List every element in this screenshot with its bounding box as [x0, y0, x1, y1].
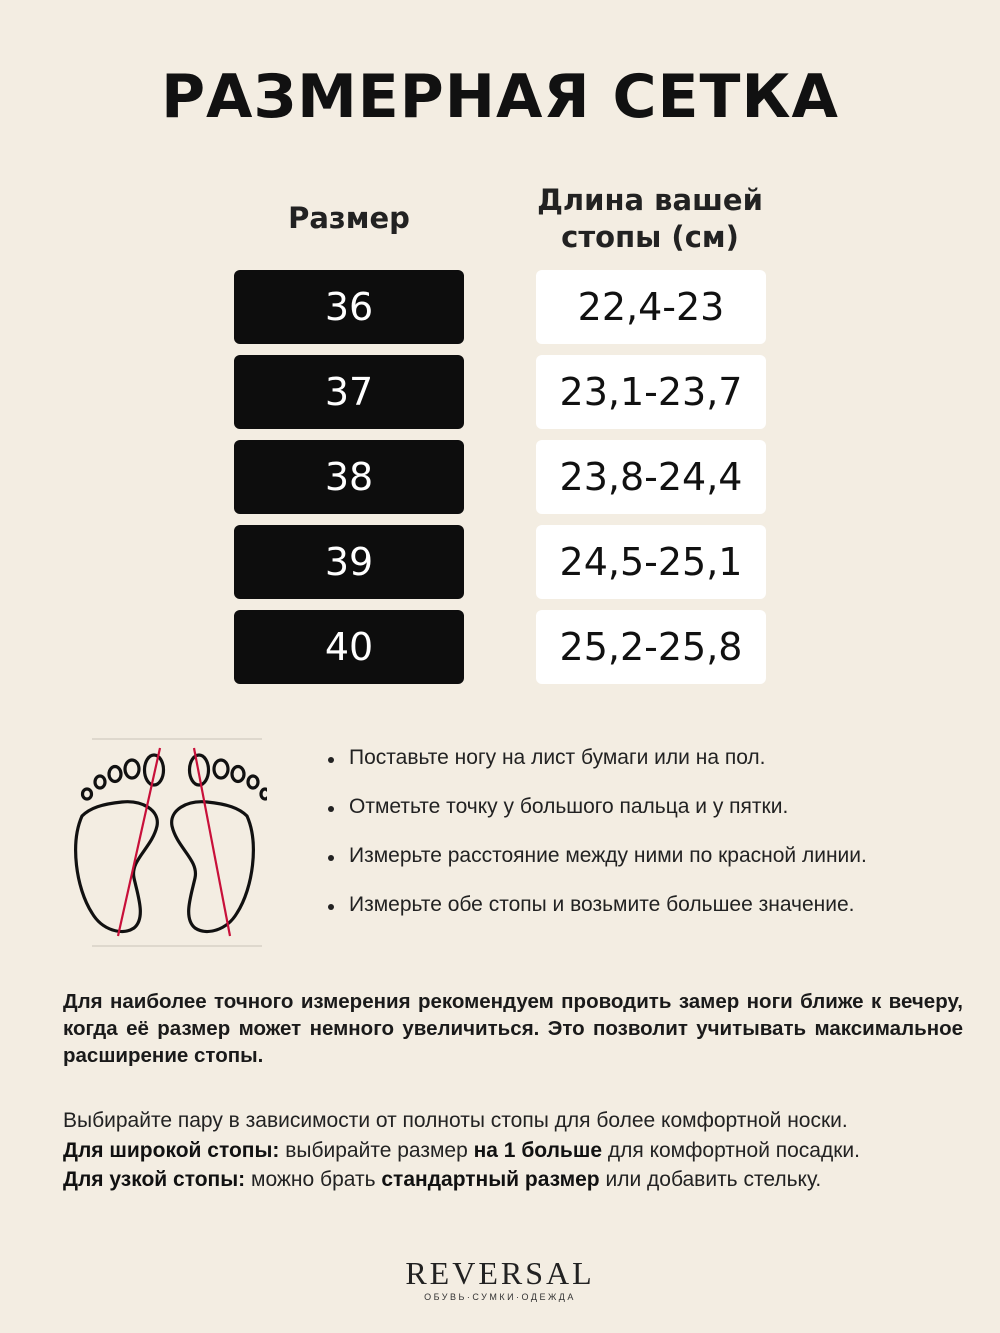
feet-measure-icon — [62, 738, 267, 948]
length-cell: 23,8-24,4 — [536, 440, 766, 514]
list-item: Поставьте ногу на лист бумаги или на пол. — [325, 746, 965, 795]
size-cell: 36 — [234, 270, 464, 344]
length-cell: 24,5-25,1 — [536, 525, 766, 599]
size-cell: 38 — [234, 440, 464, 514]
list-item: Измерьте расстояние между ними по красной линии. — [325, 844, 965, 893]
advice-wide: Для широкой стопы: выбирайте размер на 1 больше для комфортной посадки. — [63, 1138, 860, 1162]
list-item: Отметьте точку у большого пальца и у пятки. — [325, 795, 965, 844]
length-cell: 22,4-23 — [536, 270, 766, 344]
size-cell: 40 — [234, 610, 464, 684]
length-cell: 23,1-23,7 — [536, 355, 766, 429]
measurement-note: Для наиболее точного измерения рекомендуем проводить замер ноги ближе к вечеру, когда её размер может немного увеличиться. Это позволит учитывать максимальное расширение стопы. — [63, 990, 963, 1067]
table-row — [234, 525, 766, 599]
size-cell: 39 — [234, 525, 464, 599]
length-cell: 25,2-25,8 — [536, 610, 766, 684]
size-cell: 37 — [234, 355, 464, 429]
brand-logo: REVERSAL — [405, 1255, 595, 1291]
length-column-header: Длина вашей стопы (см) — [537, 183, 763, 254]
fit-advice — [63, 1106, 963, 1195]
table-row — [234, 270, 766, 344]
size-column-header: Размер — [288, 201, 410, 235]
size-table — [234, 270, 766, 695]
table-row — [234, 610, 766, 684]
table-row — [234, 355, 766, 429]
list-item: Измерьте обе стопы и возьмите большее значение. — [325, 893, 965, 942]
brand-tagline: ОБУВЬ·СУМКИ·ОДЕЖДА — [424, 1292, 576, 1302]
advice-narrow: Для узкой стопы: можно брать стандартный размер или добавить стельку. — [63, 1168, 822, 1191]
page-title: РАЗМЕРНАЯ СЕТКА — [161, 62, 839, 132]
table-row — [234, 440, 766, 514]
instruction-list — [325, 746, 965, 942]
advice-intro: Выбирайте пару в зависимости от полноты стопы для более комфортной носки. — [63, 1109, 848, 1132]
